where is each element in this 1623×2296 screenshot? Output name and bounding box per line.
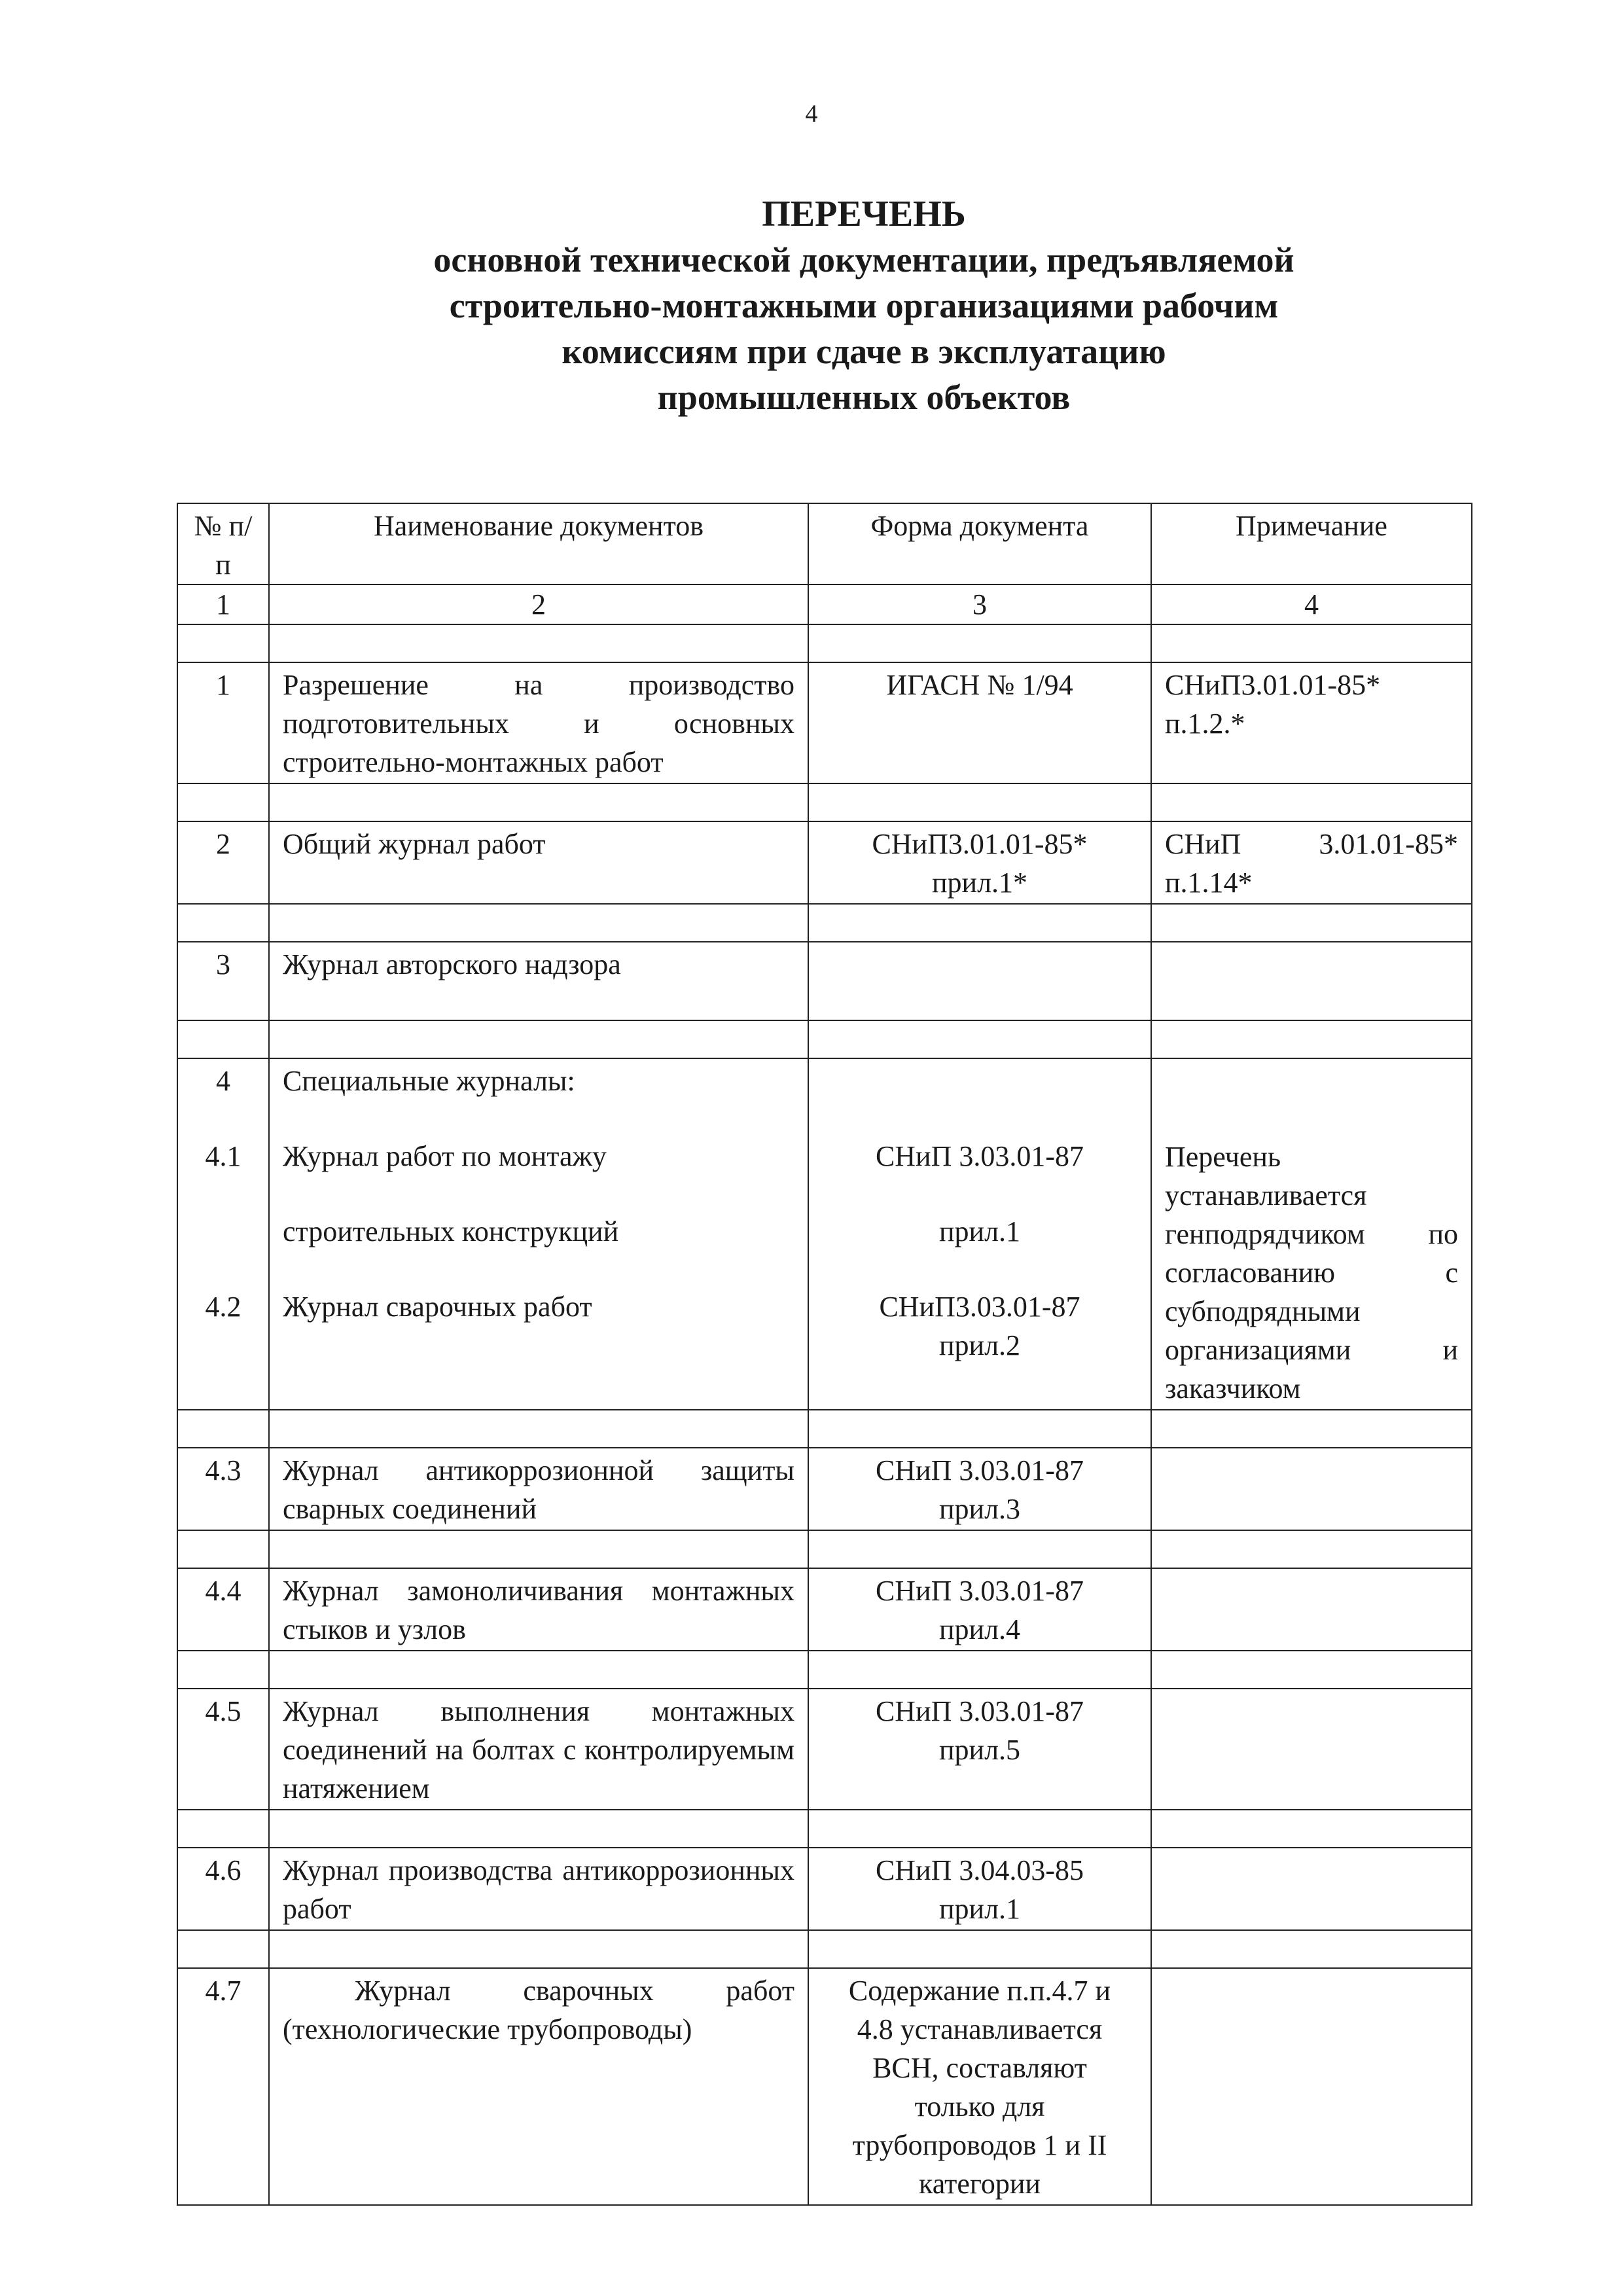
row-number: 4.4	[177, 1568, 269, 1651]
row-note	[1151, 1568, 1472, 1651]
title-line: промышленных объектов	[657, 378, 1071, 417]
column-number: 1	[177, 584, 269, 624]
row-note: СНиП3.01.01-85* п.1.2.*	[1151, 662, 1472, 783]
table-row	[177, 1568, 1472, 1651]
title-line: строительно-монтажными организациями рабочим	[449, 286, 1279, 325]
row-name	[269, 1058, 808, 1410]
row-number: 1	[177, 662, 269, 783]
item-number	[191, 1212, 255, 1287]
spacer-row	[177, 1810, 1472, 1848]
item-number: 4.2	[205, 1291, 241, 1323]
table-row	[177, 1848, 1472, 1930]
row-number	[177, 1058, 269, 1410]
row-name: Журнал производства антикоррозионных работ	[269, 1848, 808, 1930]
header-note: Примечание	[1151, 503, 1472, 584]
column-number: 4	[1151, 584, 1472, 624]
table-row	[177, 662, 1472, 783]
row-note: СНиП 3.01.01-85* п.1.14*	[1151, 821, 1472, 904]
table-row	[177, 1689, 1472, 1810]
spacer-row	[177, 904, 1472, 942]
item-form: прил.1	[938, 1215, 1021, 1247]
header-form: Форма документа	[808, 503, 1151, 584]
column-number-row	[177, 584, 1472, 624]
row-number: 4.3	[177, 1448, 269, 1530]
title-heading: ПЕРЕЧЕНЬ	[762, 194, 966, 234]
row-note	[1151, 1689, 1472, 1810]
row-number: 4.6	[177, 1848, 269, 1930]
spacer-row	[177, 1020, 1472, 1058]
row-form	[808, 1058, 1151, 1410]
page-number: 4	[805, 100, 818, 128]
documents-table	[177, 503, 1472, 2206]
item-form: СНиП3.03.01-87 прил.2	[879, 1291, 1080, 1361]
row-form	[808, 942, 1151, 1020]
row-number: 4.7	[177, 1968, 269, 2205]
row-note	[1151, 1968, 1472, 2205]
row-number: 4.5	[177, 1689, 269, 1810]
spacer-row	[177, 1530, 1472, 1568]
title-line: комиссиям при сдаче в эксплуатацию	[562, 332, 1166, 371]
row-note: Перечень устанавливается генподрядчиком по согласованию с субподрядными организациями и заказчиком	[1151, 1058, 1472, 1410]
row-name: Журнал сварочных работ (технологические трубопроводы)	[269, 1968, 808, 2205]
row-note	[1151, 942, 1472, 1020]
row-name: Журнал авторского надзора	[269, 942, 808, 1020]
table-row	[177, 1968, 1472, 2205]
row-form: СНиП 3.03.01-87 прил.5	[808, 1689, 1151, 1810]
row-form: Содержание п.п.4.7 и 4.8 устанавливается ВСН, составляют только для трубопроводов 1 и II категории	[808, 1968, 1151, 2205]
spacer-row	[177, 1930, 1472, 1968]
title-line: основной технической документации, предъявляемой	[433, 240, 1294, 279]
table-row	[177, 1448, 1472, 1530]
document-title	[0, 191, 1623, 420]
table-row	[177, 821, 1472, 904]
header-name: Наименование документов	[269, 503, 808, 584]
row-name: Общий журнал работ	[269, 821, 808, 904]
item-form: СНиП 3.03.01-87	[875, 1140, 1084, 1172]
item-name: Журнал сварочных работ	[283, 1291, 592, 1323]
item-name: Специальные журналы:	[283, 1065, 575, 1097]
row-name: Разрешение на производство подготовительных и основных строительно-монтажных работ	[269, 662, 808, 783]
table-header-row	[177, 503, 1472, 584]
item-name: строительных конструкций	[283, 1215, 619, 1247]
spacer-row	[177, 1410, 1472, 1448]
item-number: 4	[216, 1065, 230, 1097]
row-form: СНиП3.01.01-85* прил.1*	[808, 821, 1151, 904]
table-row	[177, 942, 1472, 1020]
row-form: СНиП 3.03.01-87 прил.4	[808, 1568, 1151, 1651]
row-form: СНиП 3.03.01-87 прил.3	[808, 1448, 1151, 1530]
spacer-row	[177, 624, 1472, 662]
column-number: 2	[269, 584, 808, 624]
row-form: СНиП 3.04.03-85 прил.1	[808, 1848, 1151, 1930]
table-row-special-journals	[177, 1058, 1472, 1410]
header-no: № п/п	[177, 503, 269, 584]
row-name: Журнал замоноличивания монтажных стыков и узлов	[269, 1568, 808, 1651]
row-name: Журнал антикоррозионной защиты сварных соединений	[269, 1448, 808, 1530]
row-note	[1151, 1848, 1472, 1930]
row-name: Журнал выполнения монтажных соединений на болтах с контролируемым натяжением	[269, 1689, 808, 1810]
row-number: 3	[177, 942, 269, 1020]
item-number: 4.1	[205, 1140, 241, 1172]
row-form: ИГАСН № 1/94	[808, 662, 1151, 783]
spacer-row	[177, 783, 1472, 821]
column-number: 3	[808, 584, 1151, 624]
row-number: 2	[177, 821, 269, 904]
item-name: Журнал работ по монтажу	[283, 1140, 607, 1172]
row-note	[1151, 1448, 1472, 1530]
item-form	[822, 1062, 1137, 1137]
spacer-row	[177, 1651, 1472, 1689]
